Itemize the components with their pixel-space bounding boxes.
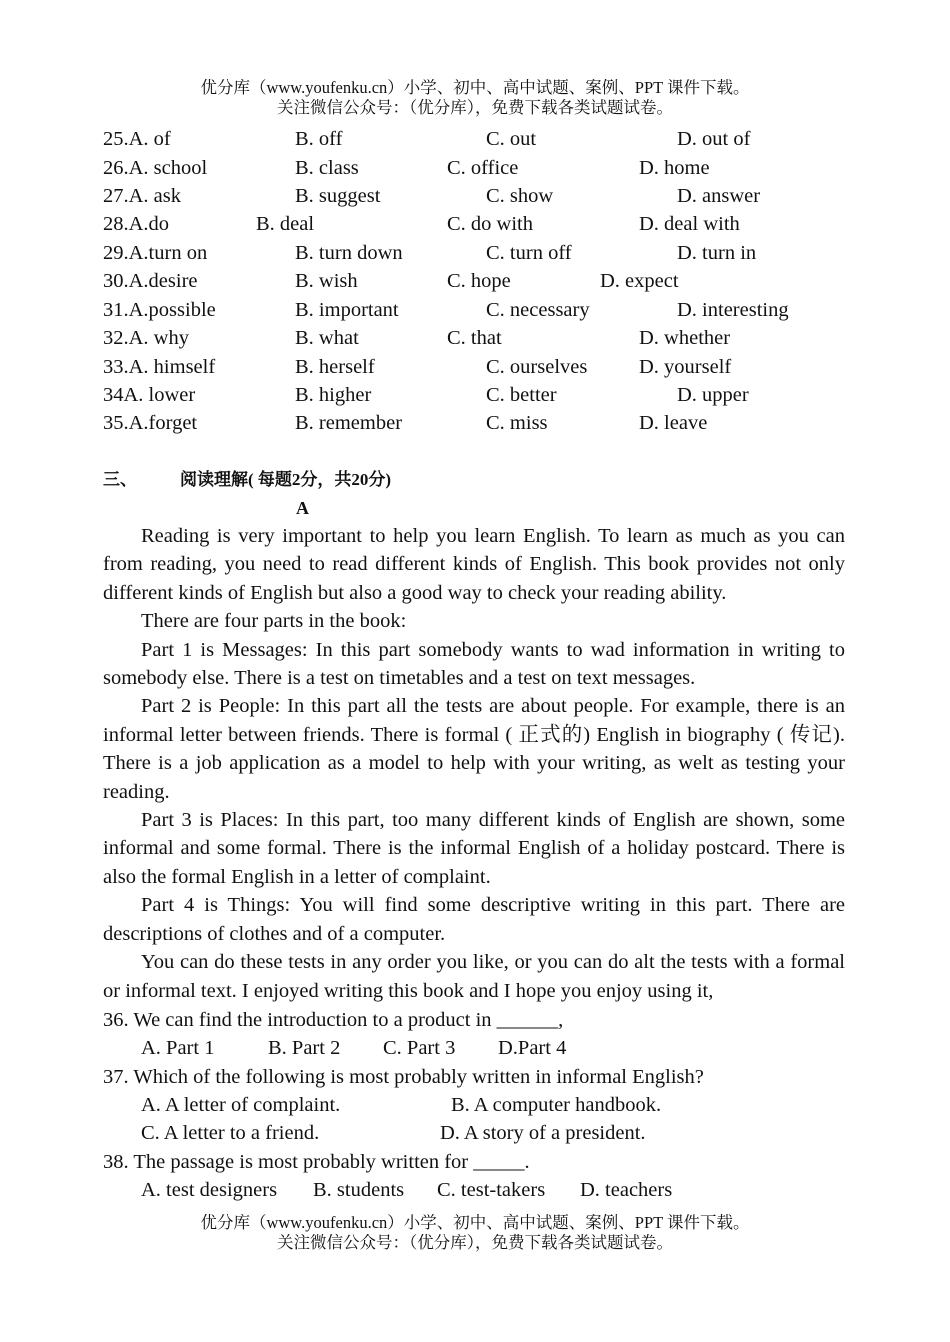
option-d: D. out of [677, 128, 751, 150]
question-38-stem: 38. The passage is most probably written for _____. [103, 1151, 530, 1173]
option-a: 25.A. of [103, 128, 171, 150]
option-b: B. wish [295, 270, 358, 292]
option-row-35 [0, 409, 950, 437]
option-c: C. do with [447, 213, 533, 235]
footer-line-1: 优分库（www.youfenku.cn）小学、初中、高中试题、案例、PPT 课件下载。 [200, 1213, 750, 1232]
section-title: 阅读理解( 每题2分，共20分) [180, 470, 392, 489]
option-row-29 [0, 239, 950, 267]
option-c: C. that [447, 327, 502, 349]
option-a: 28.A.do [103, 213, 170, 235]
passage-paragraph: Part 4 is Things: You will find some descriptive writing in this part. There are descriptions of clothes and of a computer. [103, 894, 845, 945]
option-row-34 [0, 381, 950, 409]
option-a: 26.A. school [103, 157, 208, 179]
choice-c: C. test-takers [437, 1179, 546, 1201]
option-row-31 [0, 296, 950, 324]
option-row-33 [0, 353, 950, 381]
choice-a: A. Part 1 [141, 1037, 215, 1059]
option-row-26 [0, 154, 950, 182]
option-d: D. answer [677, 185, 761, 207]
option-d: D. leave [639, 412, 708, 434]
choice-d: D.Part 4 [498, 1037, 567, 1059]
option-a: 30.A.desire [103, 270, 198, 292]
passage-paragraph: Part 3 is Places: In this part, too many different kinds of English are shown, some informal and some formal. There is the informal English of a holiday postcard. There is also the formal English in a letter of complaint. [103, 809, 845, 888]
choice-b: B. Part 2 [268, 1037, 341, 1059]
option-a: 29.A.turn on [103, 242, 208, 264]
passage-paragraph: Part 1 is Messages: In this part somebody wants to wad information in writing to somebody else. There is a test on timetables and a test on text messages. [103, 638, 845, 690]
option-d: D. yourself [639, 356, 732, 378]
option-row-32 [0, 324, 950, 352]
option-d: D. expect [600, 270, 679, 292]
option-a: 35.A.forget [103, 412, 198, 434]
passage-paragraph: Part 2 is People: In this part all the tests are about people. For example, there is an informal letter between friends. There is formal ( 正式的) English in biography ( 传记). There is a job application as a model to help with your writing, as welt as testing your reading. [103, 695, 845, 803]
question-37-stem: 37. Which of the following is most probably written in informal English? [103, 1066, 704, 1088]
option-b: B. important [295, 299, 399, 321]
option-d: D. upper [677, 384, 749, 406]
option-b: B. off [295, 128, 343, 150]
option-b: B. herself [295, 356, 375, 378]
option-d: D. deal with [639, 213, 740, 235]
option-c: C. hope [447, 270, 511, 292]
choice-a: A. test designers [141, 1179, 278, 1201]
passage-title: A [296, 498, 309, 518]
option-b: B. deal [256, 213, 315, 235]
page-header [0, 78, 950, 118]
option-b: B. turn down [295, 242, 403, 264]
header-line-1: 优分库（www.youfenku.cn）小学、初中、高中试题、案例、PPT 课件下载。 [200, 78, 750, 97]
choice-d: D. teachers [580, 1179, 673, 1201]
choice-b: B. students [313, 1179, 405, 1201]
passage-paragraph: You can do these tests in any order you like, or you can do alt the tests with a formal or informal text. I enjoyed writing this book and I hope you enjoy using it, [103, 951, 845, 1002]
option-b: B. suggest [295, 185, 381, 207]
option-b: B. class [295, 157, 359, 179]
option-c: C. turn off [486, 242, 572, 264]
section-number: 三、 [103, 470, 137, 489]
option-c: C. ourselves [486, 356, 588, 378]
option-b: B. higher [295, 384, 372, 406]
footer-line-2: 关注微信公众号：（优分库），免费下载各类试题试卷。 [277, 1233, 673, 1252]
option-row-25 [0, 125, 950, 153]
option-a: 32.A. why [103, 327, 189, 349]
option-c: C. better [486, 384, 557, 406]
passage-paragraph: Reading is very important to help you learn English. To learn as much as you can from reading, you need to read different kinds of English. This book provides not only different kinds of English but also a good way to check your reading ability. [103, 525, 845, 604]
choice-c: C. A letter to a friend. [141, 1122, 320, 1144]
choice-c: C. Part 3 [383, 1037, 456, 1059]
option-c: C. necessary [486, 299, 590, 321]
option-row-28 [0, 210, 950, 238]
header-line-2: 关注微信公众号：（优分库），免费下载各类试题试卷。 [277, 98, 673, 117]
option-row-27 [0, 182, 950, 210]
option-b: B. remember [295, 412, 403, 434]
option-c: C. office [447, 157, 519, 179]
question-37-choices-row-1 [0, 1091, 950, 1119]
question-36-stem: 36. We can find the introduction to a product in ______, [103, 1009, 564, 1031]
option-a: 34A. lower [103, 384, 196, 406]
question-37-choices-row-2 [0, 1119, 950, 1147]
option-d: D. interesting [677, 299, 789, 321]
option-b: B. what [295, 327, 359, 349]
option-d: D. home [639, 157, 710, 179]
option-c: C. miss [486, 412, 548, 434]
option-d: D. whether [639, 327, 731, 349]
choice-b: B. A computer handbook. [451, 1094, 662, 1116]
option-a: 33.A. himself [103, 356, 216, 378]
question-38-choices [0, 1176, 950, 1204]
option-c: C. out [486, 128, 537, 150]
choice-d: D. A story of a president. [440, 1122, 646, 1144]
option-a: 27.A. ask [103, 185, 182, 207]
option-a: 31.A.possible [103, 299, 216, 321]
reading-passage [103, 522, 845, 1005]
option-row-30 [0, 267, 950, 295]
option-d: D. turn in [677, 242, 757, 264]
option-c: C. show [486, 185, 554, 207]
passage-paragraph: There are four parts in the book: [141, 610, 407, 633]
choice-a: A. A letter of complaint. [141, 1094, 341, 1116]
question-36-choices [0, 1034, 950, 1062]
page-footer [0, 1213, 950, 1253]
